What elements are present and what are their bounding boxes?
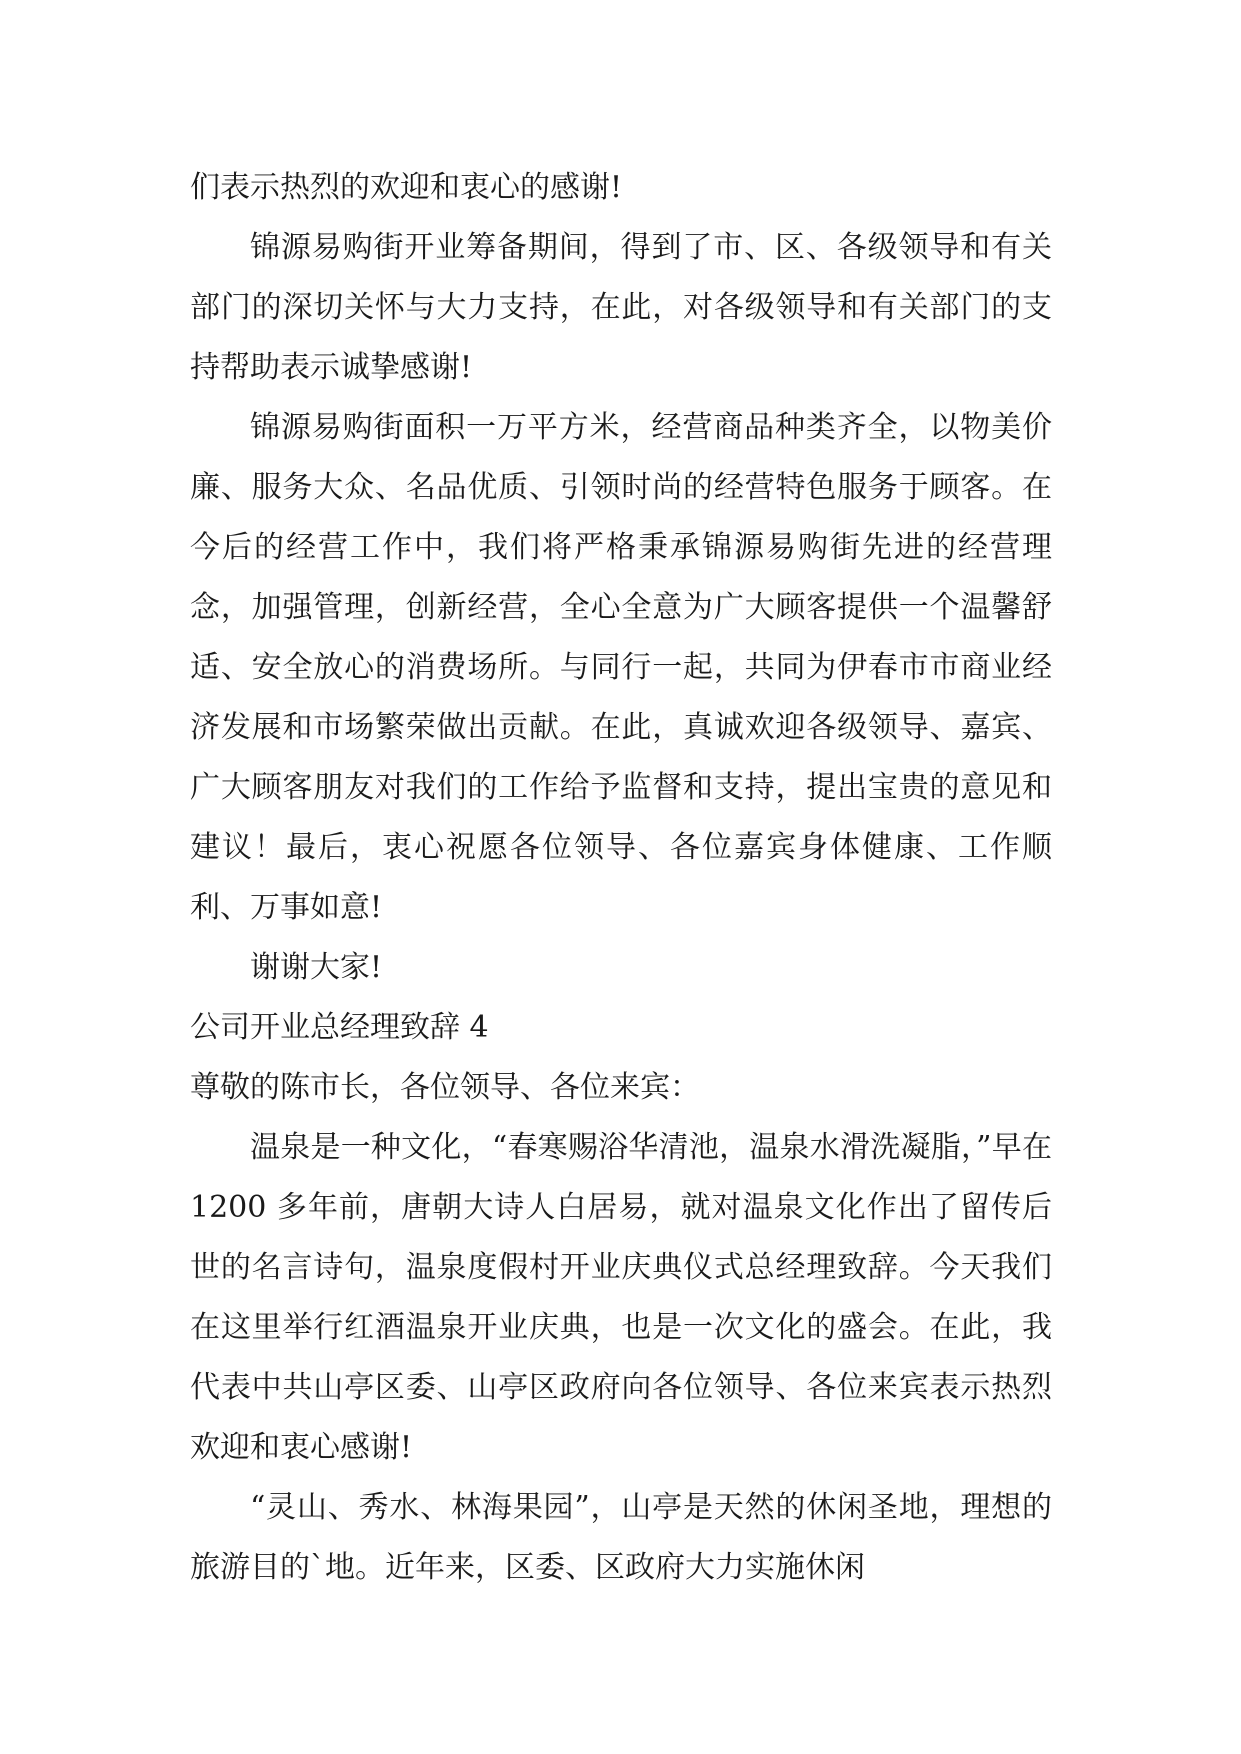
section-heading: 公司开业总经理致辞 4	[190, 1010, 489, 1045]
paragraph-continuation: 们表示热烈的欢迎和衷心的感谢!	[190, 170, 623, 205]
paragraph-business-intro: 锦源易购街面积一万平方米，经营商品种类齐全，以物美价廉、服务大众、名品优质、引领时尚的经营特色服务于顾客。在今后的经营工作中，我们将严格秉承锦源易购街先进的经营理念，加强管理，创新经营，全心全意为广大顾客提供一个温馨舒适、安全放心的消费场所。与同行一起，共同为伊春市市商业经济发展和市场繁荣做出贡献。在此，真诚欢迎各级领导、嘉宾、广大顾客朋友对我们的工作给予监督和支持，提出宝贵的意见和建议！最后，衷心祝愿各位领导、各位嘉宾身体健康、工作顺利、万事如意!	[190, 410, 1052, 925]
document-body	[190, 158, 1052, 1598]
salutation: 尊敬的陈市长，各位领导、各位来宾：	[190, 1070, 700, 1105]
paragraph-shanting-tourism: “灵山、秀水、林海果园”，山亭是天然的休闲圣地，理想的旅游目的`地。近年来，区委、区政府大力实施休闲	[190, 1490, 1052, 1585]
paragraph-thank-you: 谢谢大家!	[250, 950, 383, 985]
paragraph-hot-spring-culture: 温泉是一种文化，“春寒赐浴华清池，温泉水滑洗凝脂，”早在 1200 多年前，唐朝大诗人白居易，就对温泉文化作出了留传后世的名言诗句，温泉度假村开业庆典仪式总经理致辞。今天我们在这里举行红酒温泉开业庆典，也是一次文化的盛会。在此，我代表中共山亭区委、山亭区政府向各位领导、各位来宾表示热烈欢迎和衷心感谢!	[190, 1130, 1052, 1465]
paragraph-preparation-thanks: 锦源易购街开业筹备期间，得到了市、区、各级领导和有关部门的深切关怀与大力支持，在此，对各级领导和有关部门的支持帮助表示诚挚感谢!	[190, 230, 1052, 385]
